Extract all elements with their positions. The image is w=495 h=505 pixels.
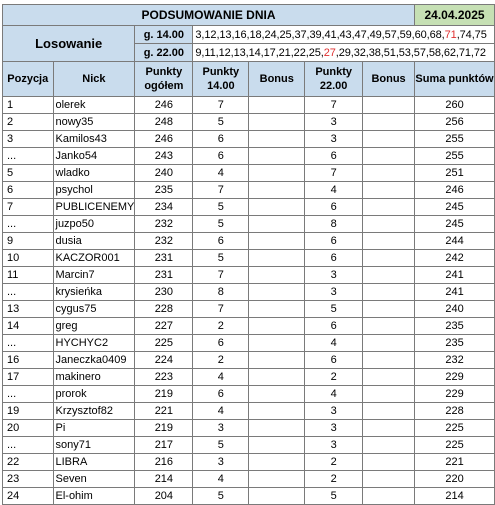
col-header-bonus-1400: Bonus [249, 62, 305, 97]
row-nick: krysieńka [53, 284, 135, 301]
row-nick: cygus75 [53, 301, 135, 318]
drawn-number: 29 [338, 46, 351, 59]
table-row [3, 216, 495, 233]
page-title: PODSUMOWANIE DNIA [3, 5, 415, 26]
row-position: 1 [3, 97, 54, 114]
drawn-number: 38 [368, 46, 381, 59]
row-position: 10 [3, 250, 54, 267]
row-points-1400: 2 [193, 318, 249, 335]
row-bonus-1400 [249, 284, 305, 301]
row-bonus-2200 [363, 233, 415, 250]
row-total-points: 223 [135, 369, 193, 386]
row-bonus-1400 [249, 216, 305, 233]
row-position: 9 [3, 233, 54, 250]
row-total-points: 225 [135, 335, 193, 352]
table-row [3, 284, 495, 301]
row-sum: 214 [415, 488, 495, 505]
row-points-1400: 5 [193, 250, 249, 267]
row-bonus-2200 [363, 199, 415, 216]
drawn-number: 74 [459, 28, 472, 41]
table-row [3, 420, 495, 437]
row-nick: psychol [53, 182, 135, 199]
row-bonus-1400 [249, 471, 305, 488]
row-points-1400: 7 [193, 182, 249, 199]
row-sum: 242 [415, 250, 495, 267]
row-nick: dusia [53, 233, 135, 250]
drawn-number: 57 [384, 28, 397, 41]
row-nick: El-ohim [53, 488, 135, 505]
row-position: 6 [3, 182, 54, 199]
row-bonus-1400 [249, 437, 305, 454]
row-points-1400: 6 [193, 335, 249, 352]
row-total-points: 230 [135, 284, 193, 301]
drawn-number: 3 [195, 28, 202, 41]
row-sum: 235 [415, 335, 495, 352]
row-nick: Janeczka0409 [53, 352, 135, 369]
row-bonus-1400 [249, 420, 305, 437]
drawn-number: 13 [219, 28, 232, 41]
row-bonus-2200 [363, 352, 415, 369]
row-bonus-2200 [363, 148, 415, 165]
drawn-number: 53 [398, 46, 411, 59]
row-sum: 241 [415, 267, 495, 284]
row-position: 23 [3, 471, 54, 488]
row-points-1400: 5 [193, 114, 249, 131]
row-points-1400: 3 [193, 454, 249, 471]
row-bonus-1400 [249, 131, 305, 148]
row-bonus-1400 [249, 233, 305, 250]
drawn-number: 47 [354, 28, 367, 41]
row-points-2200: 6 [305, 352, 363, 369]
row-position: ... [3, 386, 54, 403]
table-row [3, 386, 495, 403]
row-points-2200: 6 [305, 148, 363, 165]
draw-numbers-2200: 9,11,12,13,14,17,21,22,25,27,29,32,38,51,53,57,58,62,71,72 [193, 44, 495, 62]
drawn-number: 12 [204, 28, 217, 41]
row-points-2200: 3 [305, 114, 363, 131]
row-position: 19 [3, 403, 54, 420]
row-points-2200: 3 [305, 284, 363, 301]
row-bonus-2200 [363, 454, 415, 471]
row-points-1400: 3 [193, 420, 249, 437]
row-sum: 255 [415, 131, 495, 148]
row-sum: 235 [415, 318, 495, 335]
row-bonus-1400 [249, 148, 305, 165]
row-position: 7 [3, 199, 54, 216]
drawn-number: 24 [264, 28, 277, 41]
table-row [3, 114, 495, 131]
table-row [3, 182, 495, 199]
row-position: 3 [3, 131, 54, 148]
row-points-2200: 3 [305, 420, 363, 437]
row-nick: makinero [53, 369, 135, 386]
table-row [3, 454, 495, 471]
table-row [3, 97, 495, 114]
row-points-1400: 2 [193, 352, 249, 369]
drawn-number: 60 [414, 28, 427, 41]
row-points-2200: 6 [305, 233, 363, 250]
row-points-1400: 4 [193, 403, 249, 420]
row-position: 13 [3, 301, 54, 318]
row-nick: prorok [53, 386, 135, 403]
drawn-number: 75 [474, 28, 487, 41]
row-sum: 220 [415, 471, 495, 488]
col-header-total: Punkty ogółem [135, 62, 193, 97]
drawn-number: 17 [263, 46, 276, 59]
col-header-points-2200: Punkty 22.00 [305, 62, 363, 97]
col-header-sum: Suma punktów [415, 62, 495, 97]
row-sum: 246 [415, 182, 495, 199]
row-total-points: 248 [135, 114, 193, 131]
row-points-2200: 2 [305, 369, 363, 386]
table-row [3, 165, 495, 182]
row-position: 2 [3, 114, 54, 131]
row-bonus-2200 [363, 403, 415, 420]
row-nick: KACZOR001 [53, 250, 135, 267]
row-total-points: 228 [135, 301, 193, 318]
table-row [3, 148, 495, 165]
col-header-nick: Nick [53, 62, 135, 97]
row-sum: 241 [415, 284, 495, 301]
drawn-number: 18 [249, 28, 262, 41]
row-points-2200: 3 [305, 403, 363, 420]
row-nick: LIBRA [53, 454, 135, 471]
row-bonus-1400 [249, 250, 305, 267]
row-total-points: 227 [135, 318, 193, 335]
row-bonus-2200 [363, 488, 415, 505]
table-row [3, 301, 495, 318]
row-bonus-1400 [249, 454, 305, 471]
table-row [3, 318, 495, 335]
table-row [3, 233, 495, 250]
drawn-number: 62 [443, 46, 456, 59]
drawn-number: 41 [324, 28, 337, 41]
row-bonus-1400 [249, 386, 305, 403]
drawn-number: 68 [429, 28, 442, 41]
row-points-1400: 6 [193, 233, 249, 250]
drawn-number: 57 [413, 46, 426, 59]
drawn-number: 25 [279, 28, 292, 41]
row-nick: Seven [53, 471, 135, 488]
row-bonus-2200 [363, 267, 415, 284]
drawn-number: 16 [234, 28, 247, 41]
row-points-2200: 5 [305, 301, 363, 318]
row-nick: Janko54 [53, 148, 135, 165]
row-bonus-2200 [363, 182, 415, 199]
row-total-points: 217 [135, 437, 193, 454]
row-bonus-2200 [363, 301, 415, 318]
col-header-points-1400: Punkty 14.00 [193, 62, 249, 97]
row-bonus-1400 [249, 114, 305, 131]
row-nick: juzpo50 [53, 216, 135, 233]
draw-label: Losowanie [3, 26, 135, 62]
row-points-2200: 6 [305, 318, 363, 335]
row-total-points: 231 [135, 250, 193, 267]
date-cell: 24.04.2025 [415, 5, 495, 26]
row-total-points: 214 [135, 471, 193, 488]
row-position: 5 [3, 165, 54, 182]
row-total-points: 246 [135, 131, 193, 148]
row-points-2200: 3 [305, 267, 363, 284]
row-bonus-1400 [249, 488, 305, 505]
row-bonus-1400 [249, 318, 305, 335]
row-points-2200: 6 [305, 199, 363, 216]
row-position: 16 [3, 352, 54, 369]
drawn-number: 27 [323, 46, 336, 59]
row-bonus-1400 [249, 267, 305, 284]
row-total-points: 246 [135, 97, 193, 114]
row-bonus-1400 [249, 369, 305, 386]
row-bonus-2200 [363, 420, 415, 437]
row-bonus-1400 [249, 97, 305, 114]
drawn-number: 72 [473, 46, 486, 59]
row-total-points: 240 [135, 165, 193, 182]
table-row [3, 403, 495, 420]
row-bonus-2200 [363, 97, 415, 114]
drawn-number: 14 [248, 46, 261, 59]
drawn-number: 58 [428, 46, 441, 59]
row-total-points: 243 [135, 148, 193, 165]
row-sum: 229 [415, 369, 495, 386]
row-position: ... [3, 216, 54, 233]
row-points-2200: 2 [305, 454, 363, 471]
row-bonus-2200 [363, 131, 415, 148]
row-nick: nowy35 [53, 114, 135, 131]
row-sum: 225 [415, 420, 495, 437]
drawn-number: 9 [195, 46, 202, 59]
row-position: 20 [3, 420, 54, 437]
row-points-2200: 3 [305, 437, 363, 454]
table-row [3, 250, 495, 267]
row-points-1400: 5 [193, 437, 249, 454]
row-bonus-2200 [363, 216, 415, 233]
drawn-number: 37 [294, 28, 307, 41]
row-total-points: 234 [135, 199, 193, 216]
row-total-points: 235 [135, 182, 193, 199]
draw-time-1400: g. 14.00 [135, 26, 193, 44]
row-points-1400: 7 [193, 267, 249, 284]
col-header-position: Pozycja [3, 62, 54, 97]
drawn-number: 71 [458, 46, 471, 59]
row-points-1400: 6 [193, 131, 249, 148]
row-position: 22 [3, 454, 54, 471]
row-nick: sony71 [53, 437, 135, 454]
row-sum: 251 [415, 165, 495, 182]
row-points-1400: 6 [193, 386, 249, 403]
row-position: 24 [3, 488, 54, 505]
row-total-points: 219 [135, 420, 193, 437]
row-nick: Kamilos43 [53, 131, 135, 148]
row-total-points: 231 [135, 267, 193, 284]
drawn-number: 32 [353, 46, 366, 59]
drawn-number: 43 [339, 28, 352, 41]
row-points-2200: 7 [305, 165, 363, 182]
row-bonus-2200 [363, 437, 415, 454]
row-points-1400: 5 [193, 199, 249, 216]
row-nick: PUBLICENEMY [53, 199, 135, 216]
row-nick: Krzysztof82 [53, 403, 135, 420]
row-points-1400: 4 [193, 369, 249, 386]
summary-sheet [2, 4, 495, 505]
row-bonus-2200 [363, 369, 415, 386]
row-points-1400: 6 [193, 148, 249, 165]
row-nick: Pi [53, 420, 135, 437]
row-bonus-2200 [363, 250, 415, 267]
row-position: ... [3, 335, 54, 352]
draw-numbers-1400: 3,12,13,16,18,24,25,37,39,41,43,47,49,57,59,60,68,71,74,75 [193, 26, 495, 44]
drawn-number: 25 [308, 46, 321, 59]
drawn-number: 21 [278, 46, 291, 59]
drawn-number: 71 [444, 28, 457, 41]
table-row [3, 488, 495, 505]
row-sum: 260 [415, 97, 495, 114]
row-total-points: 219 [135, 386, 193, 403]
row-total-points: 232 [135, 233, 193, 250]
table-row [3, 369, 495, 386]
row-bonus-1400 [249, 182, 305, 199]
col-header-bonus-2200: Bonus [363, 62, 415, 97]
row-points-2200: 4 [305, 182, 363, 199]
table-row [3, 352, 495, 369]
row-position: ... [3, 437, 54, 454]
row-points-2200: 2 [305, 471, 363, 488]
row-points-1400: 4 [193, 165, 249, 182]
row-total-points: 216 [135, 454, 193, 471]
table-row [3, 267, 495, 284]
row-bonus-1400 [249, 199, 305, 216]
row-points-2200: 6 [305, 250, 363, 267]
row-bonus-1400 [249, 352, 305, 369]
row-sum: 255 [415, 148, 495, 165]
row-points-2200: 7 [305, 97, 363, 114]
column-headers [3, 62, 495, 97]
row-bonus-1400 [249, 301, 305, 318]
row-bonus-2200 [363, 335, 415, 352]
row-sum: 256 [415, 114, 495, 131]
row-position: ... [3, 148, 54, 165]
drawn-number: 39 [309, 28, 322, 41]
row-bonus-2200 [363, 386, 415, 403]
row-sum: 244 [415, 233, 495, 250]
row-sum: 229 [415, 386, 495, 403]
row-sum: 232 [415, 352, 495, 369]
row-total-points: 221 [135, 403, 193, 420]
row-position: 17 [3, 369, 54, 386]
row-points-1400: 7 [193, 97, 249, 114]
row-points-2200: 8 [305, 216, 363, 233]
row-total-points: 232 [135, 216, 193, 233]
row-position: 14 [3, 318, 54, 335]
draw-time-2200: g. 22.00 [135, 44, 193, 62]
drawn-number: 12 [218, 46, 231, 59]
drawn-number: 11 [204, 46, 216, 59]
row-bonus-2200 [363, 165, 415, 182]
row-points-2200: 4 [305, 386, 363, 403]
drawn-number: 13 [233, 46, 246, 59]
row-sum: 240 [415, 301, 495, 318]
row-nick: greg [53, 318, 135, 335]
row-bonus-2200 [363, 284, 415, 301]
row-points-1400: 5 [193, 216, 249, 233]
row-points-1400: 5 [193, 488, 249, 505]
row-nick: HYCHYC2 [53, 335, 135, 352]
table-row [3, 131, 495, 148]
row-bonus-2200 [363, 471, 415, 488]
drawn-number: 59 [399, 28, 412, 41]
row-nick: Marcin7 [53, 267, 135, 284]
row-points-1400: 4 [193, 471, 249, 488]
drawn-number: 49 [369, 28, 382, 41]
row-bonus-1400 [249, 165, 305, 182]
table-row [3, 335, 495, 352]
drawn-number: 22 [293, 46, 306, 59]
row-position: ... [3, 284, 54, 301]
drawn-number: 51 [383, 46, 396, 59]
row-points-2200: 4 [305, 335, 363, 352]
row-sum: 225 [415, 437, 495, 454]
row-nick: olerek [53, 97, 135, 114]
table-row [3, 471, 495, 488]
row-sum: 221 [415, 454, 495, 471]
row-points-2200: 3 [305, 131, 363, 148]
row-points-1400: 8 [193, 284, 249, 301]
row-points-1400: 7 [193, 301, 249, 318]
summary-table [2, 4, 495, 505]
row-bonus-2200 [363, 318, 415, 335]
row-sum: 228 [415, 403, 495, 420]
table-row [3, 199, 495, 216]
row-sum: 245 [415, 216, 495, 233]
row-sum: 245 [415, 199, 495, 216]
row-bonus-1400 [249, 403, 305, 420]
table-row [3, 437, 495, 454]
row-bonus-1400 [249, 335, 305, 352]
row-total-points: 224 [135, 352, 193, 369]
row-nick: wladko [53, 165, 135, 182]
ranking-rows [3, 97, 495, 505]
row-points-2200: 5 [305, 488, 363, 505]
row-position: 11 [3, 267, 54, 284]
row-total-points: 204 [135, 488, 193, 505]
row-bonus-2200 [363, 114, 415, 131]
